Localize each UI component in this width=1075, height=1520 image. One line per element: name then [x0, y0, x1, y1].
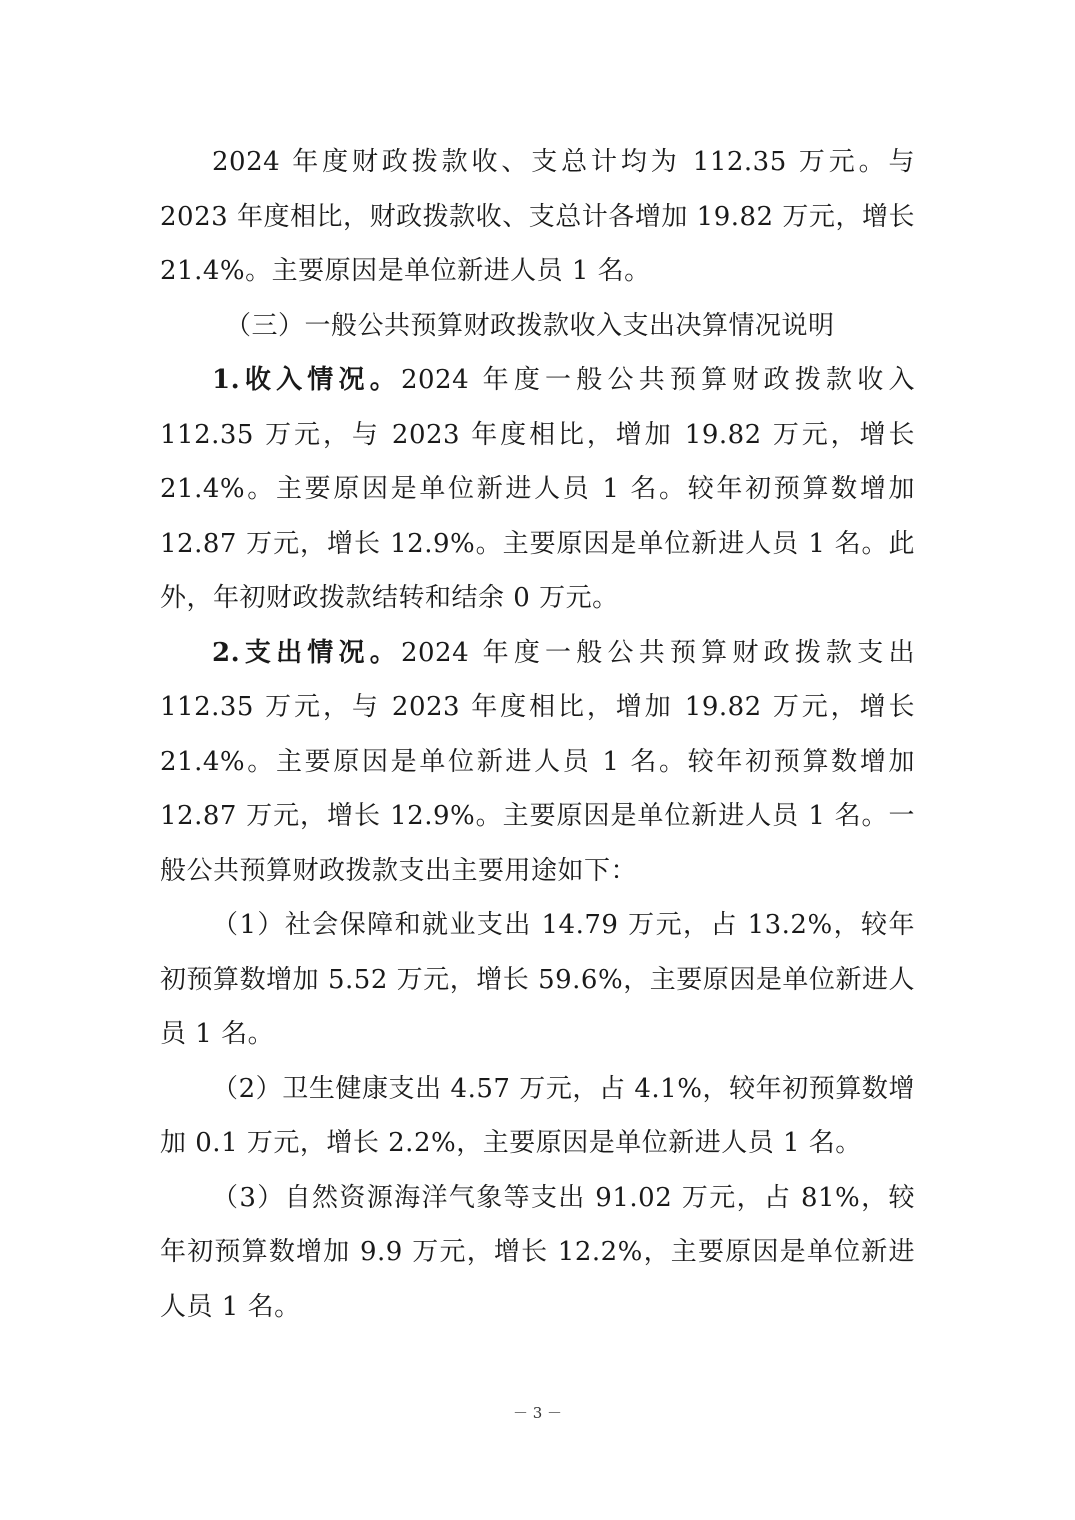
summary-paragraph: 2024 年度财政拨款收、支总计均为 112.35 万元。与 2023 年度相比，财政拨款收、支总计各增加 19.82 万元，增长 21.4%。主要原因是单位新进人员 1 名。 — [160, 147, 915, 286]
expense-item-social-security: （1）社会保障和就业支出 14.79 万元，占 13.2%，较年初预算数增加 5.52 万元，增长 59.6%，主要原因是单位新进人员 1 名。 — [160, 910, 915, 1049]
income-paragraph — [160, 353, 915, 626]
income-lead: 1.收入情况。 — [212, 365, 401, 395]
document-body — [160, 135, 915, 1334]
expense-item-natural-resources: （3）自然资源海洋气象等支出 91.02 万元，占 81%，较年初预算数增加 9.9 万元，增长 12.2%，主要原因是单位新进人员 1 名。 — [160, 1182, 915, 1322]
expense-paragraph — [160, 626, 915, 899]
page-number: － 3 － — [512, 1404, 563, 1422]
expense-item-health: （2）卫生健康支出 4.57 万元，占 4.1%，较年初预算数增加 0.1 万元，增长 2.2%，主要原因是单位新进人员 1 名。 — [160, 1073, 915, 1158]
section-heading: （三）一般公共预算财政拨款收入支出决算情况说明 — [225, 310, 835, 341]
expense-text: 2024 年度一般公共预算财政拨款支出 112.35 万元，与 2023 年度相比，增加 19.82 万元，增长 21.4%。主要原因是单位新进人员 1 名。较年初预算数增加 12.87 万元，增长 12.9%。主要原因是单位新进人员 1 名。一般公共预算财政拨款支出主要用途如下： — [160, 637, 915, 886]
expense-lead: 2.支出情况。 — [212, 637, 401, 668]
income-text: 2024 年度一般公共预算财政拨款收入 112.35 万元，与 2023 年度相比，增加 19.82 万元，增长 21.4%。主要原因是单位新进人员 1 名。较年初预算数增加 12.87 万元，增长 12.9%。主要原因是单位新进人员 1 名。此外，年初财政拨款结转和结余 0 万元。 — [160, 365, 915, 613]
